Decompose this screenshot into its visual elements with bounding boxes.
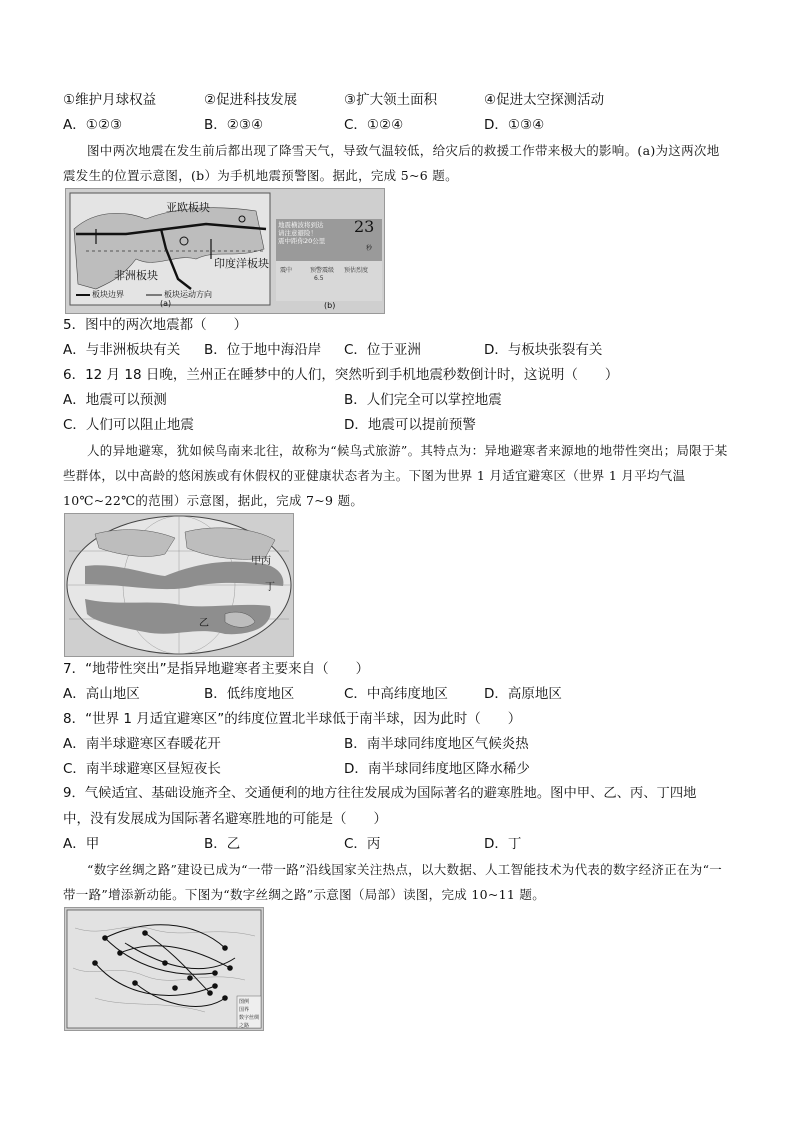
q8-options-row2 [63, 759, 743, 779]
option-b: B．南半球同纬度地区气候炎热 [344, 736, 529, 752]
option-c: C．位于亚洲 [344, 342, 421, 358]
q8-options-row1 [63, 734, 743, 754]
countdown-unit: 秒 [366, 245, 373, 252]
figure-b-label: (b) [324, 301, 336, 310]
q9-options [63, 834, 743, 854]
option-a: A．南半球避寒区春暖花开 [63, 736, 221, 752]
phone-alert [278, 217, 382, 261]
option-b: B．乙 [204, 836, 241, 852]
item-2: ②促进科技发展 [204, 92, 298, 108]
label-ding: 丁 [265, 582, 275, 593]
legend-boundary: 板块边界 [92, 290, 124, 299]
africa-plate-label: 非洲板块 [114, 269, 158, 282]
question-4-items [63, 90, 743, 110]
col-intensity: 预估烈度 [344, 267, 369, 274]
option-c: C．南半球避寒区昼短夜长 [63, 761, 221, 777]
option-d: D．与板块张裂有关 [484, 342, 603, 358]
option-a: A．地震可以预测 [63, 392, 167, 408]
legend-motion: 板块运动方向 [164, 290, 212, 299]
intro-7-9: 人的异地避寒，犹如候鸟南来北往，故称为“候鸟式旅游”。其特点为：异地避寒者来源地的地带性突出；局限于某些群体，以中高龄的悠闲族或有休假权的亚健康状态者为主。下图为世界 1 月适宜避寒区（世界 1 月平均气温 10℃~22℃的范围）示意图，据此，完成 7~9 题。 [63, 443, 728, 508]
label-bing: 丙 [261, 556, 271, 567]
label-yi: 乙 [199, 618, 209, 629]
option-b: B．低纬度地区 [204, 686, 295, 702]
option-c: C．丙 [344, 836, 381, 852]
option-b: B．②③④ [204, 117, 264, 133]
option-a: A．与非洲板块有关 [63, 342, 181, 358]
intro-10-11: “数字丝绸之路”建设已成为“一带一路”沿线国家关注热点，以大数据、人工智能技术为代表的数字经济正在为“一带一路”增添新动能。下图为“数字丝绸之路”示意图（局部）读图，完成 10~11 题。 [63, 862, 723, 902]
q7-stem: 7．“地带性突出”是指异地避寒者主要来自（ ） [63, 661, 370, 677]
india-plate-label: 印度洋板块 [214, 257, 269, 270]
q5-stem: 5．图中的两次地震都（ ） [63, 317, 248, 333]
item-4: ④促进太空探测活动 [484, 92, 605, 108]
legend-border: 国界 [239, 1007, 250, 1013]
eurasia-plate-label: 亚欧板块 [166, 201, 210, 214]
legend-route: 数字丝绸之路 [239, 1015, 260, 1029]
item-3: ③扩大领土面积 [344, 92, 438, 108]
magnitude-value: 6.5 [314, 275, 324, 282]
legend-title: 图例 [239, 999, 250, 1005]
option-c: C．①②④ [344, 117, 404, 133]
countdown-value: 23 [354, 217, 375, 236]
option-b: B．位于地中海沿岸 [204, 342, 322, 358]
option-d: D．地震可以提前预警 [344, 417, 476, 433]
question-4-options [63, 115, 743, 135]
digital-silk-road-figure [64, 907, 264, 1031]
option-b: B．人们完全可以掌控地震 [344, 392, 502, 408]
option-d: D．南半球同纬度地区降水稀少 [344, 761, 530, 777]
option-a: A．①②③ [63, 117, 123, 133]
item-1: ①维护月球权益 [63, 92, 157, 108]
q7-options [63, 684, 743, 704]
col-epicenter: 震中 [280, 267, 293, 274]
world-map-figure [64, 513, 294, 657]
q6-stem: 6．12 月 18 日晚，兰州正在睡梦中的人们，突然听到手机地震秒数倒计时，这说明（ ） [63, 367, 619, 383]
option-d: D．①③④ [484, 117, 545, 133]
intro-5-6: 图中两次地震在发生前后都出现了降雪天气，导致气温较低，给灾后的救援工作带来极大的影响。(a)为这两次地震发生的位置示意图，(b）为手机地震预警图。据此，完成 5~6 题。 [63, 143, 720, 183]
silk-legend [239, 998, 263, 1030]
option-d: D．高原地区 [484, 686, 562, 702]
q9-stem-line1: 9．气候适宜、基础设施齐全、交通便利的地方往往发展成为国际著名的避寒胜地。图中甲、乙、丙、丁四地 [63, 786, 697, 801]
alert-line-1: 地震横波将到达 [278, 221, 324, 229]
q5-options [63, 340, 743, 360]
q8-stem: 8．“世界 1 月适宜避寒区”的纬度位置北半球低于南半球，因为此时（ ） [63, 711, 522, 727]
alert-line-2: 请注意避险！ [278, 229, 317, 237]
option-d: D．丁 [484, 836, 522, 852]
q6-options-row2 [63, 415, 743, 435]
option-c: C．人们可以阻止地震 [63, 417, 194, 433]
figure-a-label: (a) [160, 299, 172, 308]
q6-options-row1 [63, 390, 743, 410]
label-jia: 甲 [251, 556, 261, 567]
option-a: A．高山地区 [63, 686, 140, 702]
option-c: C．中高纬度地区 [344, 686, 448, 702]
option-a: A．甲 [63, 836, 100, 852]
col-magnitude: 预警震级 [310, 267, 335, 274]
earthquake-figure [65, 188, 385, 314]
q9-stem-line2: 中，没有发展成为国际著名避寒胜地的可能是（ ） [63, 811, 387, 827]
alert-line-3: 震中距你20公里 [278, 237, 326, 245]
